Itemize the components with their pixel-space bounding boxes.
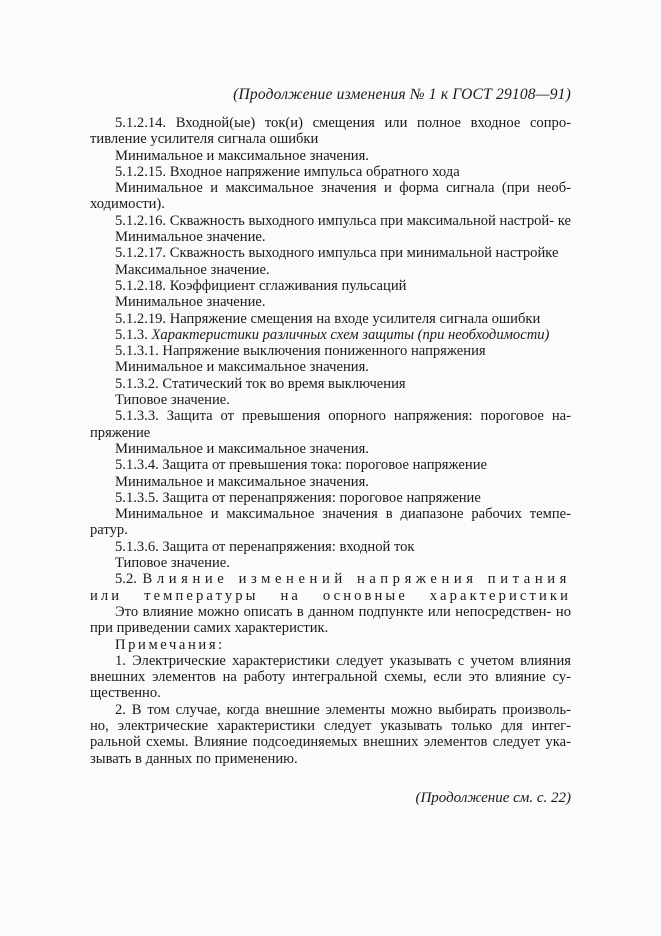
paragraph-5-1-2-16 [90, 213, 571, 229]
paragraph-5-1-3-1: 5.1.3.1. Напряжение выключения пониженного напряжения [115, 343, 486, 360]
text-line: Минимальное и максимальное значения в диапазоне рабочих темпе- [115, 506, 571, 523]
text-line: но при приведении самих характеристик. [90, 603, 571, 637]
text-line: Максимальное значение. [115, 261, 270, 278]
text-line: Типовое значение. [115, 392, 230, 409]
text-line: Минимальное и максимальное значения. [115, 147, 369, 164]
note-2 [90, 702, 571, 767]
paragraph-text [90, 506, 571, 539]
paragraph-text [90, 604, 571, 637]
text-line: 5.1.3.3. Защита от превышения опорного напряжения: пороговое на- [115, 408, 571, 425]
text-line: ратур. [90, 522, 128, 539]
text-line: щественно. [90, 685, 161, 702]
section-title-spaced-cont: или температуры на основные характеристики [90, 587, 571, 604]
text-line: пряжение [90, 424, 151, 441]
notes-title: Примечания: [115, 636, 225, 653]
text-line: тивление усилителя сигнала ошибки [90, 131, 319, 148]
text-line: Минимальное и максимальное значения и форма сигнала (при необ- [115, 180, 571, 197]
note-1 [90, 653, 571, 702]
text-line: 5.1.2.14. Входной(ые) ток(и) смещения или полное входное сопро- [115, 115, 571, 131]
text-line: ке [557, 212, 571, 229]
section-title-spaced: Влияние изменений напряжения питания [142, 571, 571, 588]
section-title: Характеристики различных схем защиты (при необходимости) [151, 326, 550, 343]
paragraph-5-1-3-2: 5.1.3.2. Статический ток во время выключения [115, 375, 406, 392]
paragraph-text [90, 180, 571, 213]
text-line: Минимальное значение. [115, 229, 266, 246]
paragraph-5-1-3-5: 5.1.3.5. Защита от перенапряжения: пороговое напряжение [115, 489, 481, 506]
text-line: внешних элементов на работу интегральной схемы, если это влияние су- [90, 669, 571, 686]
document-body [90, 115, 571, 767]
text-line: Минимальное значение. [115, 294, 266, 311]
paragraph-5-1-2-15: 5.1.2.15. Входное напряжение импульса обратного хода [115, 163, 460, 180]
text-line: Это влияние можно описать в данном подпункте или непосредствен- [115, 603, 552, 620]
text-line: Минимальное и максимальное значения. [115, 440, 369, 457]
paragraph-5-1-2-19: 5.1.2.19. Напряжение смещения на входе усилителя сигнала ошибки [115, 310, 541, 327]
paragraph-5-1-2-14 [90, 115, 571, 148]
paragraph-5-1-2-17: 5.1.2.17. Скважность выходного импульса при минимальной настройке [115, 245, 559, 262]
page-footer: (Продолжение см. с. 22) [415, 790, 571, 806]
page-header: (Продолжение изменения № 1 к ГОСТ 29108—91) [233, 86, 571, 103]
text-line: Минимальное и максимальное значения. [115, 473, 369, 490]
paragraph-5-1-3-3 [90, 408, 571, 441]
text-line: ходимости). [90, 196, 165, 213]
text-line: 1. Электрические характеристики следует указывать с учетом влияния [115, 652, 571, 669]
text-line: но, электрические характеристики следует указывать только для интег- [90, 717, 571, 734]
section-number: 5.2. [115, 571, 137, 588]
text-line: зывать в данных по применению. [90, 750, 298, 767]
text-line: 5.1.2.16. Скважность выходного импульса при максимальной настрой- [115, 212, 555, 229]
text-line: ральной схемы. Влияние подсоединяемых внешних элементов следует ука- [90, 734, 571, 751]
section-5-2 [90, 571, 571, 587]
paragraph-5-1-3-6: 5.1.3.6. Защита от перенапряжения: входной ток [115, 538, 415, 555]
text-line: Минимальное и максимальное значения. [115, 359, 369, 376]
paragraph-5-1-2-18: 5.1.2.18. Коэффициент сглаживания пульсаций [115, 277, 407, 294]
paragraph-5-1-3-4: 5.1.3.4. Защита от превышения тока: пороговое напряжение [115, 457, 487, 474]
text-line: 2. В том случае, когда внешние элементы можно выбирать произволь- [115, 701, 571, 718]
section-number: 5.1.3. [115, 326, 148, 343]
text-line: Типовое значение. [115, 555, 230, 572]
section-5-1-3 [90, 327, 571, 343]
